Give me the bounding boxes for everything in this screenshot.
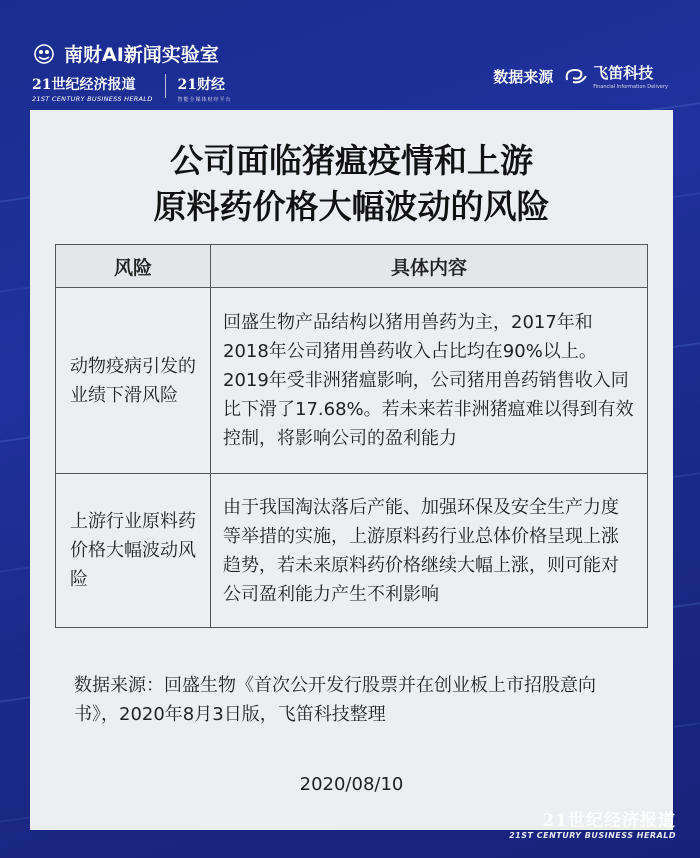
watermark-main: 21世纪经济报道: [542, 811, 676, 831]
publish-date: 2020/08/10: [299, 774, 404, 795]
lab-name: 南财AI新闻实验室: [64, 44, 219, 66]
ai-lab-logo-icon: [32, 43, 56, 65]
source-note: 数据来源：回盛生物《首次公开发行股票并在创业板上市招股意向书》，2020年8月3日版，飞笛科技整理: [74, 675, 596, 725]
brand-divider: [165, 74, 166, 98]
column-header-risk: 风险: [56, 245, 211, 288]
risk-table: [55, 244, 648, 628]
brand-logos: [32, 74, 232, 103]
brand-sub: 21ST CENTURY BUSINESS HERALD: [32, 95, 153, 103]
watermark-sub: 21ST CENTURY BUSINESS HERALD: [509, 831, 676, 840]
page-title: [30, 138, 673, 230]
brand-main: 21世纪经济报道: [32, 77, 136, 93]
table-header-row: [56, 245, 648, 288]
brand-21caijing: [178, 74, 232, 103]
watermark: [509, 806, 676, 840]
feidi-name: 飞笛科技: [593, 64, 654, 82]
brand2-sub: 智能全媒体财经平台: [177, 97, 232, 103]
content-cell: 由于我国淘汰落后产能、加强环保及安全生产力度等举措的实施，上游原料药行业总体价格呈现上涨趋势，若未来原料药价格继续大幅上涨，则可能对公司盈利能力产生不利影响: [211, 474, 648, 628]
risk-cell: 动物疫病引发的业绩下滑风险: [56, 288, 211, 474]
brand-21cbh: [32, 74, 153, 103]
lab-brand: [32, 40, 219, 67]
table-row: [56, 288, 648, 474]
data-source-header: [493, 62, 668, 90]
feidi-logo: [563, 62, 668, 90]
feidi-sub: Financial Information Delivery: [593, 84, 668, 90]
brand2-main: 21财经: [177, 77, 226, 93]
table-row: [56, 474, 648, 628]
header: [0, 0, 700, 110]
risk-cell: 上游行业原料药价格大幅波动风险: [56, 474, 211, 628]
source-label: 数据来源: [493, 67, 554, 86]
content-cell: 回盛生物产品结构以猪用兽药为主，2017年和2018年公司猪用兽药收入占比均在90%以上。2019年受非洲猪瘟影响，公司猪用兽药销售收入同比下滑了17.68%。若未来若非洲猪瘟难以得到有效控制，将影响公司的盈利能力: [211, 288, 648, 474]
column-header-content: 具体内容: [211, 245, 648, 288]
title-line-1: 公司面临猪瘟疫情和上游: [170, 141, 533, 180]
content-card: [30, 110, 673, 830]
feidi-swirl-icon: [563, 66, 589, 86]
title-line-2: 原料药价格大幅波动的风险: [153, 187, 550, 226]
